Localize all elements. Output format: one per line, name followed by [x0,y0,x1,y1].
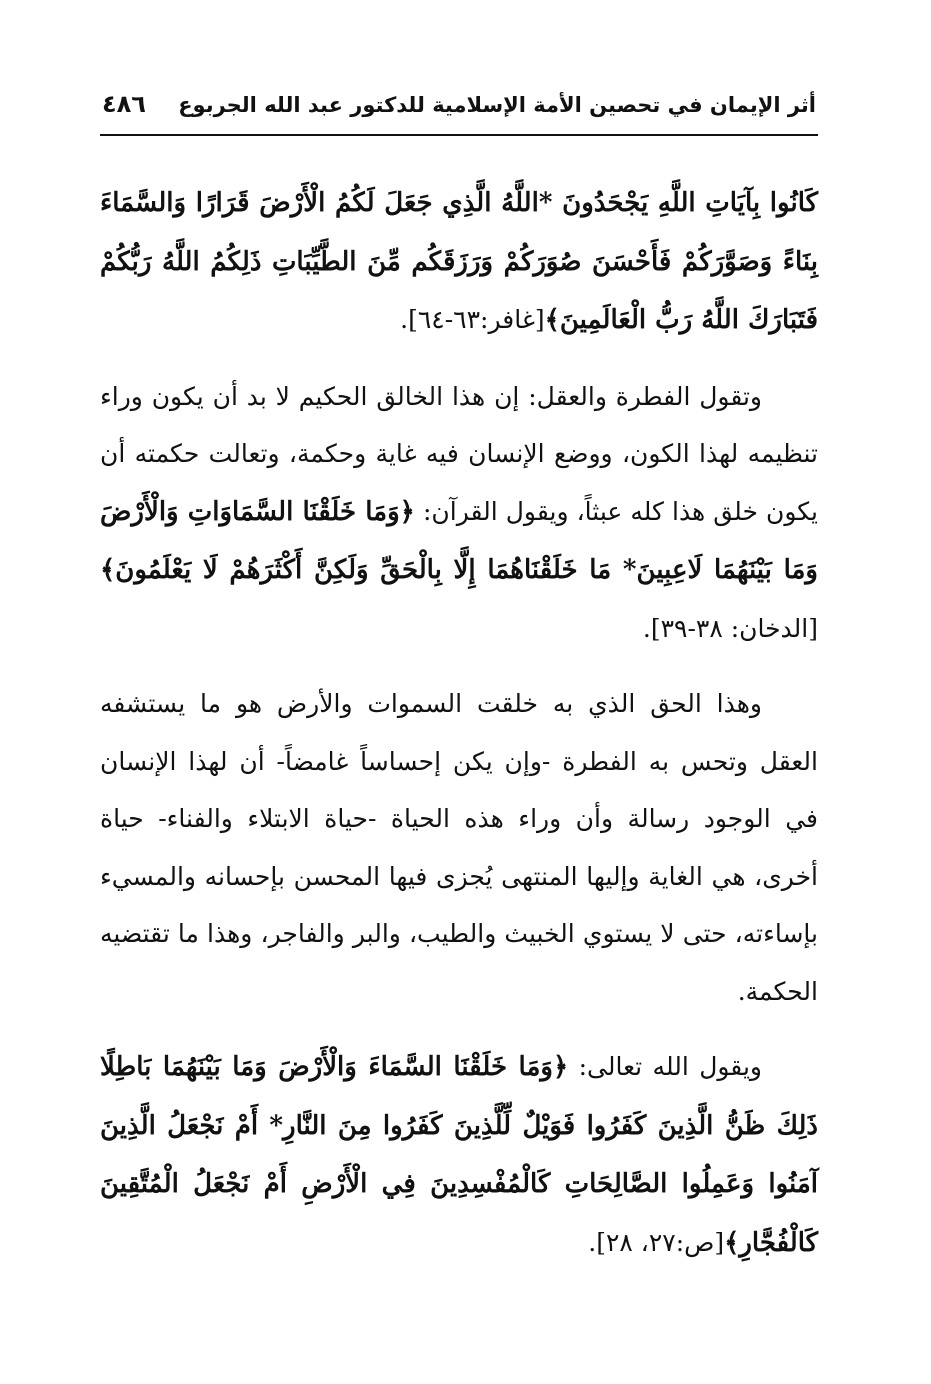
paragraph-text: وهذا الحق الذي به خلقت السموات والأرض هو ما يستشفه العقل وتحس به الفطرة -وإن يكن إحساساً غامضاً- أن لهذا الإنسان في الوجود رسالة وأن وراء هذه الحياة -حياة الابتلاء والفناء- حياة أخرى، هي الغاية وإليها المنتهى يُجزى فيها المحسن بإحسانه والمسيء بإساءته، حتى لا يستوي الخبيث والطيب، والبر والفاجر، وهذا ما تقتضيه الحكمة. [100,689,818,1006]
verse-citation: [غافر:٦٣-٦٤]. [400,305,545,334]
running-header [100,90,818,136]
body-text [100,174,818,1272]
paragraph-ghafir-verse [100,174,818,350]
paragraph-gap [100,657,818,675]
paragraph-gap [100,350,818,368]
paragraph-text: وتقول الفطرة والعقل: إن هذا الخالق الحكيم لا بد أن يكون وراء تنظيمه لهذا الكون، ووضع الإنسان فيه غاية وحكمة، وتعالت حكمته أن يكون خلق هذا كله عبثاً، ويقول القرآن: [100,381,818,526]
paragraph-text: ويقول الله تعالى: [568,1052,762,1081]
verse-citation: [الدخان: ٣٨-٣٩]. [642,613,818,643]
verse-citation: [ص:٢٧، ٢٨]. [588,1227,725,1257]
quran-verse: ﴿وَمَا خَلَقْنَا السَّمَاوَاتِ وَالْأَرْضَ وَمَا بَيْنَهُمَا لَاعِبِينَ* مَا خَلَقْنَاهُمَا إِلَّا بِالْحَقِّ وَلَكِنَّ أَكْثَرَهُمْ لَا يَعْلَمُونَ﴾ [100,496,818,585]
page-number: ٤٨٦ [102,90,146,118]
paragraph-sad-verse [100,1038,818,1272]
paragraph-gap [100,1020,818,1038]
book-page [100,90,818,1272]
quran-verse: كَانُوا بِآيَاتِ اللَّهِ يَجْحَدُونَ *اللَّهُ الَّذِي جَعَلَ لَكُمُ الْأَرْضَ قَرَارًا وَالسَّمَاءَ بِنَاءً وَصَوَّرَكُمْ فَأَحْسَنَ صُوَرَكُمْ وَرَزَقَكُم مِّنَ الطَّيِّبَاتِ ذَلِكُمُ اللَّهُ رَبُّكُمْ فَتَبَارَكَ اللَّهُ رَبُّ الْعَالَمِينَ﴾ [100,188,818,335]
header-title: أثر الإيمان في تحصين الأمة الإسلامية للدكتور عبد الله الجربوع [178,93,816,117]
quran-verse: ﴿وَمَا خَلَقْنَا السَّمَاءَ وَالْأَرْضَ وَمَا بَيْنَهُمَا بَاطِلًا ذَلِكَ ظَنُّ الَّذِينَ كَفَرُوا فَوَيْلٌ لِّلَّذِينَ كَفَرُوا مِنَ النَّارِ* أَمْ نَجْعَلُ الَّذِينَ آمَنُوا وَعَمِلُوا الصَّالِحَاتِ كَالْمُفْسِدِينَ فِي الْأَرْضِ أَمْ نَجْعَلُ الْمُتَّقِينَ كَالْفُجَّارِ﴾ [100,1052,818,1258]
paragraph-fitra [100,368,818,658]
paragraph-haqq [100,675,818,1020]
